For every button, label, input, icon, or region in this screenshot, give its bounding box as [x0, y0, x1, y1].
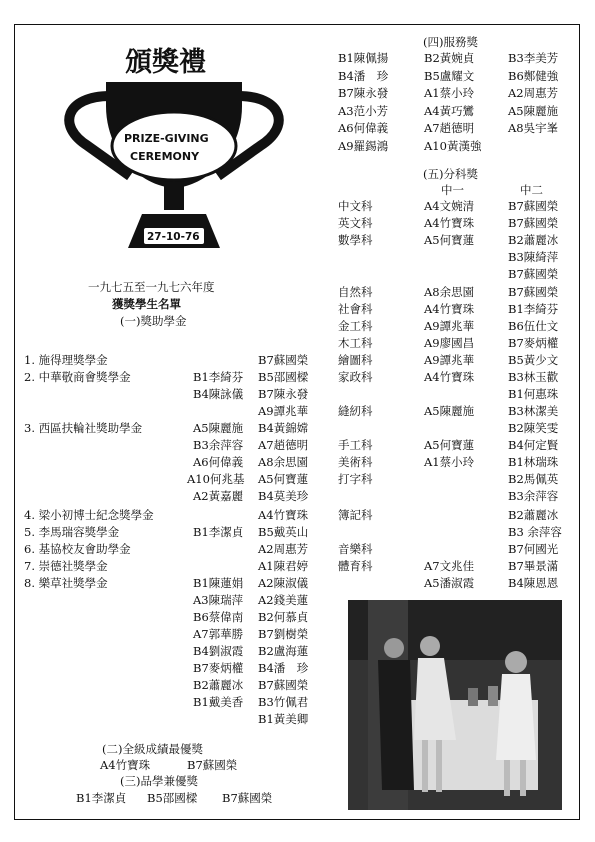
form-1-winner: A5何寶蓮 — [424, 233, 475, 247]
scholarship-winner: B4潘 珍 — [258, 661, 309, 675]
service-award-winner: A7趙德明 — [424, 121, 475, 135]
form-1-winner: A4竹寶珠 — [424, 302, 475, 316]
form-1-winner: A4竹寶珠 — [424, 216, 475, 230]
section-1-title: (一)獎助學金 — [120, 314, 187, 328]
form-2-winner: B7蘇國榮 — [508, 199, 559, 213]
subject-name: 手工科 — [338, 438, 373, 452]
scholarship-winner: B7麥炳權 — [193, 661, 244, 675]
ceremony-photo — [348, 600, 562, 810]
scholarship-winner: B4黃錦嫦 — [258, 421, 309, 435]
form-2-winner: B4何定賢 — [508, 438, 559, 452]
section-2-title: (二)全級成績最優獎 — [102, 742, 203, 756]
scholarship-winner: B3余萍容 — [193, 438, 244, 452]
form-1-winner: A4竹寶珠 — [424, 370, 475, 384]
service-award-winner: A8吳宇峯 — [508, 121, 559, 135]
scholarship-winner: B5邵國樑 — [258, 370, 309, 384]
form-1-winner: A7文兆佳 — [424, 559, 475, 573]
scholarship-winner: B1陳蓮娟 — [193, 576, 244, 590]
subject-name: 縫紉科 — [338, 404, 373, 418]
scholarship-winner: A6何偉義 — [193, 455, 244, 469]
form-2-winner: B2蕭麗冰 — [508, 508, 559, 522]
subject-name: 家政科 — [338, 370, 373, 384]
scholarship-winner: B1黃美卿 — [258, 712, 309, 726]
subject-name: 音樂科 — [338, 542, 373, 556]
service-award-winner: B6鄭健強 — [508, 68, 559, 83]
form-1-winner: A9廖國昌 — [424, 336, 475, 350]
scholarship-winner: B7蘇國榮 — [258, 678, 309, 692]
scholarship-winner: A2黃嘉麗 — [193, 489, 244, 503]
section-3-title: (三)品學兼優獎 — [120, 774, 198, 788]
column-header-form-1: 中一 — [441, 183, 464, 197]
academic-year: 一九七五至一九七六年度 — [88, 280, 215, 294]
form-2-winner: B7蘇國榮 — [508, 285, 559, 299]
form-2-winner: B1何惠珠 — [508, 387, 559, 401]
scholarship-winner: B2蕭麗冰 — [193, 678, 244, 692]
subject-name: 木工科 — [338, 336, 373, 350]
form-2-winner: B3林潔美 — [508, 404, 559, 418]
service-award-winner: A5陳麗施 — [508, 103, 559, 118]
scholarship-winner: B7陳永發 — [258, 387, 309, 401]
scholarship-winner: B6蔡偉南 — [193, 610, 244, 624]
subject-name: 數學科 — [338, 233, 373, 247]
scholarship-name: 5. 李馬瑞容獎學金 — [24, 525, 120, 539]
section-4-title: (四)服務獎 — [423, 35, 478, 49]
form-2-winner: B3陳綺萍 — [508, 250, 559, 264]
form-1-winner: A5陳麗施 — [424, 404, 475, 418]
scholarship-name: 8. 樂草社獎學金 — [24, 576, 108, 590]
service-award-winner: A2周惠芳 — [508, 86, 559, 100]
subject-name: 體育科 — [338, 559, 373, 573]
scholarship-winner: A7郭華勝 — [193, 627, 244, 641]
scholarship-winner: B7蘇國榮 — [258, 353, 309, 367]
form-1-winner: A9譚兆華 — [424, 319, 475, 333]
scholarship-name: 7. 崇德社獎學金 — [24, 559, 108, 573]
subject-name: 英文科 — [338, 216, 373, 230]
form-2-winner: B2陳笑雯 — [508, 421, 559, 435]
service-award-winner: A6何偉義 — [338, 121, 389, 135]
scholarship-winner: A5陳麗施 — [193, 421, 244, 435]
form-2-winner: B5黃少文 — [508, 353, 559, 367]
scholarship-winner: A7趙德明 — [258, 438, 309, 452]
service-award-winner: B5盧耀文 — [424, 68, 475, 83]
form-2-winner: B1林瑞珠 — [508, 455, 559, 469]
form-2-winner: B3 余萍容 — [508, 525, 562, 539]
form-2-winner: B4陳恩恩 — [508, 576, 559, 590]
form-1-winner: A4文婉清 — [424, 199, 475, 213]
subject-name: 自然科 — [338, 285, 373, 299]
subject-name: 金工科 — [338, 319, 373, 333]
scholarship-winner: A9譚兆華 — [258, 404, 309, 418]
section-3-winner: B5邵國樑 — [147, 791, 198, 805]
ceremony-title-en-1: PRIZE-GIVING — [124, 132, 209, 145]
form-2-winner: B2馬佩英 — [508, 472, 559, 486]
scholarship-winner: B4莫美珍 — [258, 489, 309, 503]
form-2-winner: B7蘇國榮 — [508, 216, 559, 230]
service-award-winner: A10黃漢強 — [424, 138, 482, 153]
form-2-winner: B7麥炳權 — [508, 336, 559, 350]
form-1-winner: A5何寶蓮 — [424, 438, 475, 452]
ceremony-title-en-2: CEREMONY — [130, 150, 200, 163]
scholarship-winner: A10何兆基 — [187, 472, 245, 486]
scholarship-winner: B1戴美香 — [193, 695, 244, 709]
service-award-winner: B4潘 珍 — [338, 68, 389, 83]
service-award-winner: A3范小芳 — [338, 103, 389, 118]
form-1-winner: A1蔡小玲 — [424, 455, 475, 469]
scholarship-winner: A3陳瑞萍 — [193, 593, 244, 607]
ceremony-date: 27-10-76 — [147, 231, 200, 243]
scholarship-winner: B7劉樹榮 — [258, 627, 309, 641]
subject-name: 繪圖科 — [338, 353, 373, 367]
column-header-form-2: 中二 — [520, 183, 543, 197]
subject-name: 中文科 — [338, 199, 373, 213]
subject-name: 美術科 — [338, 455, 373, 469]
form-2-winner: B7蘇國榮 — [508, 267, 559, 281]
scholarship-winner: B5戴英山 — [258, 525, 309, 539]
scholarship-winner: B2盧海蓮 — [258, 644, 309, 658]
subject-name: 打字科 — [338, 472, 373, 486]
section-2-winner: B7蘇國榮 — [187, 758, 238, 772]
scholarship-name: 6. 基協校友會助學金 — [24, 542, 131, 556]
scholarship-winner: B1李綺芬 — [193, 370, 244, 384]
form-2-winner: B3林玉歡 — [508, 370, 559, 384]
form-2-winner: B3余萍容 — [508, 489, 559, 503]
service-award-winner: B2黃婉貞 — [424, 51, 475, 65]
scholarship-winner: A8余思園 — [258, 455, 309, 469]
service-award-winner: A1蔡小玲 — [424, 86, 475, 100]
scholarship-winner: A4竹寶珠 — [258, 508, 309, 522]
winners-list-title: 獲獎學生名單 — [112, 297, 181, 311]
scholarship-name: 3. 西區扶輪社獎助學金 — [24, 421, 143, 435]
scholarship-winner: B2何慕貞 — [258, 610, 309, 624]
scholarship-winner: B1李潔貞 — [193, 525, 244, 539]
form-2-winner: B7畢景滿 — [508, 559, 559, 573]
subject-name: 社會科 — [338, 302, 373, 316]
ceremony-title-cn: 頒獎禮 — [125, 47, 206, 78]
scholarship-winner: B4陳詠儀 — [193, 387, 244, 401]
scholarship-winner: A2錢美蓮 — [258, 593, 309, 607]
form-2-winner: B1李綺芬 — [508, 302, 559, 316]
scholarship-winner: A5何寶蓮 — [258, 472, 309, 486]
scholarship-name: 1. 施得理獎學金 — [24, 353, 108, 367]
form-2-winner: B2蕭麗冰 — [508, 233, 559, 247]
scholarship-winner: A2周惠芳 — [258, 542, 309, 556]
scholarship-winner: A2陳淑儀 — [258, 576, 309, 590]
service-award-winner: B3李美芳 — [508, 51, 559, 65]
form-1-winner: A9譚兆華 — [424, 353, 475, 367]
subject-name: 簿記科 — [338, 508, 373, 522]
scholarship-winner: B3竹佩君 — [258, 695, 309, 709]
service-award-winner: B7陳永發 — [338, 86, 389, 100]
scholarship-winner: B4劉淑霞 — [193, 644, 244, 658]
form-1-winner: A8余思園 — [424, 285, 475, 299]
section-5-title: (五)分科獎 — [423, 167, 478, 181]
service-award-winner: A4黃巧鸞 — [424, 103, 475, 118]
scholarship-winner: A1陳君婷 — [258, 559, 309, 573]
service-award-winner: A9羅錫鴻 — [338, 138, 389, 153]
section-3-winner: B1李潔貞 — [76, 791, 127, 805]
scholarship-name: 4. 梁小初博士紀念獎學金 — [24, 508, 154, 522]
form-2-winner: B6伍仕文 — [508, 319, 559, 333]
form-2-winner: B7何國光 — [508, 542, 559, 556]
form-1-winner: A5潘淑霞 — [424, 576, 475, 590]
section-3-winner: B7蘇國榮 — [222, 791, 273, 805]
scholarship-name: 2. 中華敬商會獎學金 — [24, 370, 131, 384]
section-2-winner: A4竹寶珠 — [100, 758, 151, 772]
service-award-winner: B1陳佩揚 — [338, 51, 389, 65]
